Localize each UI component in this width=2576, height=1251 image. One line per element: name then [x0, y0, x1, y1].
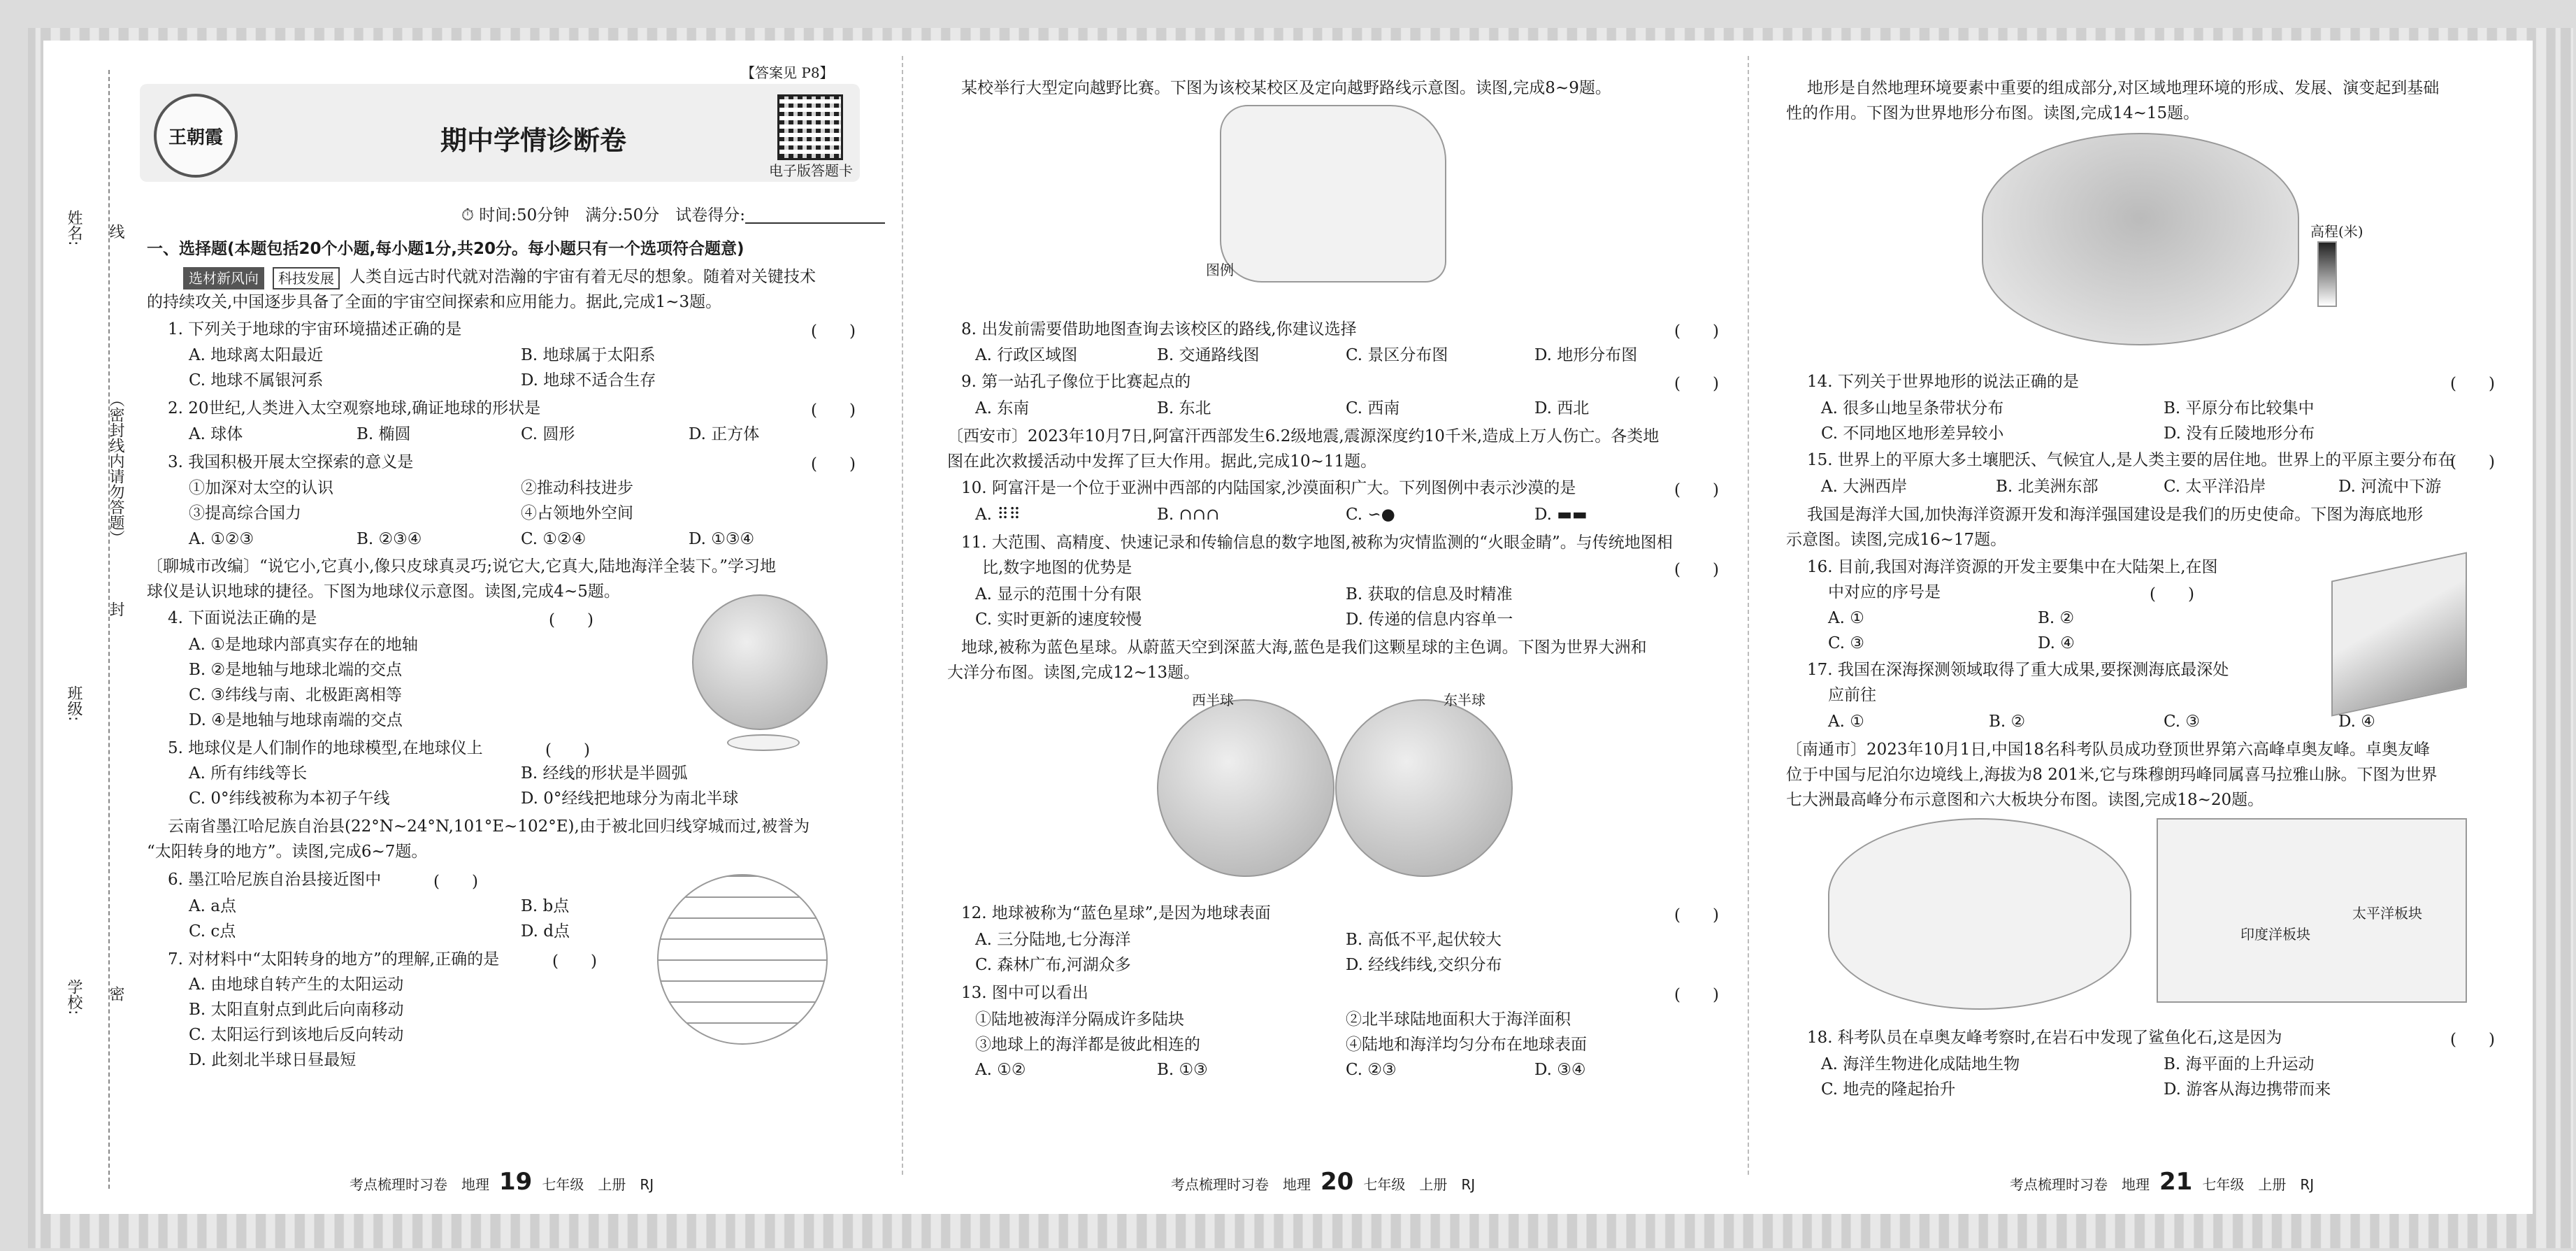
dotted-desert-icon: ⠿⠿ — [997, 506, 1021, 524]
page-divider-2 — [1748, 56, 1749, 1175]
q7-option-c[interactable]: C. 太阳运行到该地后反向转动 — [189, 1026, 404, 1044]
intro-line-2: 的持续攻关,中国逐步具备了全面的宇宙空间探索和应用能力。据此,完成1~3题。 — [147, 293, 722, 311]
q9-option-c[interactable]: C. 西南 — [1346, 399, 1400, 417]
q10-d-label: D. — [1534, 506, 1552, 524]
page-footer-20 — [1171, 1168, 1475, 1196]
exam-meta — [461, 204, 885, 227]
elevation-legend-title: 高程(米) — [2310, 223, 2363, 240]
question-17-line-1: 17. 我国在深海探测领域取得了重大成果,要探测海底最深处 — [1807, 661, 2229, 679]
question-2: 2. 20世纪,人类进入太空观察地球,确证地球的形状是 — [168, 399, 541, 417]
grass-symbol-icon: ∩∩∩ — [1179, 506, 1220, 524]
question-12: 12. 地球被称为“蓝色星球”,是因为地球表面 — [961, 904, 1271, 922]
q16-option-d[interactable]: D. ④ — [2038, 634, 2075, 652]
answer-reference: 【答案见 P8】 — [741, 64, 834, 81]
context-blue-planet-1: 地球,被称为蓝色星球。从蔚蓝天空到深蓝大海,蓝色是我们这颗星球的主色调。下图为世界大洲和 — [961, 638, 1647, 657]
river-symbol-icon: ∽● — [1367, 506, 1395, 524]
side-feng-char: 封 — [107, 601, 124, 617]
q10-a-label: A. — [975, 506, 992, 524]
q10-option-c[interactable] — [1346, 503, 1395, 526]
q14-option-a[interactable]: A. 很多山地呈条带状分布 — [1821, 399, 2004, 417]
q3-option-b[interactable]: B. ②③④ — [357, 530, 422, 548]
q16-option-a[interactable]: A. ① — [1828, 609, 1864, 627]
question-5: 5. 地球仪是人们制作的地球模型,在地球仪上 — [168, 739, 483, 757]
question-8: 8. 出发前需要借助地图查询去该校区的路线,你建议选择 — [961, 320, 1357, 338]
answer-box-11[interactable]: ( ) — [1674, 561, 1719, 579]
question-18: 18. 科考队员在卓奥友峰考察时,在岩石中发现了鲨鱼化石,这是因为 — [1807, 1029, 2282, 1047]
footer-tail: 七年级 上册 RJ — [2202, 1176, 2315, 1193]
q15-option-d[interactable]: D. 河流中下游 — [2338, 478, 2442, 496]
q18-option-a[interactable]: A. 海洋生物进化成陆地生物 — [1821, 1055, 2020, 1073]
q18-option-b[interactable]: B. 海平面的上升运动 — [2164, 1055, 2315, 1073]
q11-option-c[interactable]: C. 实时更新的速度较慢 — [975, 610, 1142, 629]
context-landform-1: 地形是自然地理环境要素中重要的组成部分,对区域地理环境的形成、发展、演变起到基础 — [1807, 79, 2440, 97]
context-campus: 某校举行大型定向越野比赛。下图为该校某校区及定向越野路线示意图。读图,完成8~9题。 — [961, 79, 1611, 97]
globe-model-figure — [692, 594, 828, 730]
question-1: 1. 下列关于地球的宇宙环境描述正确的是 — [168, 320, 462, 338]
context-globe-2: 球仪是认识地球的捷径。下图为地球仪示意图。读图,完成4~5题。 — [147, 582, 620, 601]
q8-option-b[interactable]: B. 交通路线图 — [1157, 346, 1260, 364]
seven-continents-peaks-map — [1828, 818, 2131, 1010]
answer-box-10[interactable]: ( ) — [1674, 481, 1719, 499]
q3-statement-2: ②推动科技进步 — [521, 479, 633, 497]
q4-option-a[interactable]: A. ①是地球内部真实存在的地轴 — [189, 636, 418, 654]
q11-option-b[interactable]: B. 获取的信息及时精准 — [1346, 585, 1513, 603]
question-10: 10. 阿富汗是一个位于亚洲中西部的内陆国家,沙漠面积广大。下列图例中表示沙漠的是 — [961, 479, 1576, 497]
brand-logo — [154, 94, 238, 178]
q6-option-b[interactable]: B. b点 — [521, 897, 570, 915]
context-landform-2: 性的作用。下图为世界地形分布图。读图,完成14~15题。 — [1786, 104, 2200, 122]
eastern-hemisphere-label: 东半球 — [1444, 692, 1485, 708]
context-ocean-1: 我国是海洋大国,加快海洋资源开发和海洋强国建设是我们的历史使命。下图为海底地形 — [1807, 506, 2424, 524]
q3-option-d[interactable]: D. ①③④ — [689, 530, 755, 548]
q5-option-c[interactable]: C. 0°纬线被称为本初子午线 — [189, 789, 390, 808]
answer-box-8[interactable]: ( ) — [1674, 322, 1719, 341]
q3-statement-3: ③提高综合国力 — [189, 504, 301, 522]
q7-option-d[interactable]: D. 此刻北半球日昼最短 — [189, 1051, 357, 1069]
q15-option-c[interactable]: C. 太平洋沿岸 — [2164, 478, 2266, 496]
context-afghan-1: 〔西安市〕2023年10月7日,阿富汗西部发生6.2级地震,震源深度约10千米,造成上万人伤亡。各类地 — [947, 427, 1660, 445]
question-15: 15. 世界上的平原大多土壤肥沃、气候宜人,是人类主要的居住地。世界上的平原主要分布在 — [1807, 451, 2454, 469]
seafloor-profile-diagram — [2331, 552, 2467, 716]
q12-option-b[interactable]: B. 高低不平,起伏较大 — [1346, 931, 1502, 949]
context-yunnan-1: 云南省墨江哈尼族自治县(22°N~24°N,101°E~102°E),由于被北回归线穿城而过,被誉为 — [168, 817, 810, 836]
answer-box-3[interactable]: ( ) — [811, 455, 856, 473]
question-11-line-2: 比,数字地图的优势是 — [982, 559, 1132, 577]
footer-tail: 七年级 上册 RJ — [542, 1176, 654, 1193]
question-17-line-2: 应前往 — [1828, 686, 1876, 704]
answer-box-1[interactable]: ( ) — [811, 322, 856, 341]
q18-option-d[interactable]: D. 游客从海边携带而来 — [2164, 1080, 2331, 1099]
elevation-legend-bar — [2317, 241, 2337, 307]
answer-box-12[interactable]: ( ) — [1674, 906, 1719, 924]
page-21 — [1779, 49, 2506, 1196]
q9-option-a[interactable]: A. 东南 — [975, 399, 1030, 417]
pacific-plate-label: 太平洋板块 — [2352, 905, 2422, 922]
q1-option-b[interactable]: B. 地球属于太阳系 — [521, 346, 656, 364]
page-20 — [940, 49, 1730, 1196]
qr-code-icon[interactable] — [779, 96, 841, 158]
q12-option-d[interactable]: D. 经线纬线,交织分布 — [1346, 956, 1502, 974]
question-6: 6. 墨江哈尼族自治县接近图中 — [168, 871, 382, 889]
question-11-line-1: 11. 大范围、高精度、快速记录和传输信息的数字地图,被称为灾情监测的“火眼金睛”。与传统地图相 — [961, 534, 1673, 552]
q10-option-a[interactable] — [975, 503, 1021, 526]
q2-option-b[interactable]: B. 椭圆 — [357, 425, 411, 443]
q10-c-label: C. — [1346, 506, 1363, 524]
western-hemisphere-map — [1157, 699, 1334, 877]
q13-statement-1: ①陆地被海洋分隔成许多陆块 — [975, 1010, 1184, 1029]
q1-option-c[interactable]: C. 地球不属银河系 — [189, 371, 324, 389]
q17-option-a[interactable]: A. ① — [1828, 713, 1864, 731]
intro-line-1: 人类自远古时代就对浩瀚的宇宙有着无尽的想象。随着对关键技术 — [350, 268, 816, 286]
q5-option-a[interactable]: A. 所有纬线等长 — [189, 764, 308, 782]
q7-option-a[interactable]: A. 由地球自转产生的太阳运动 — [189, 975, 404, 994]
question-14: 14. 下列关于世界地形的说法正确的是 — [1807, 373, 2079, 391]
q17-option-d[interactable]: D. ④ — [2338, 713, 2375, 731]
page-number: 20 — [1321, 1168, 1354, 1196]
q13-option-a[interactable]: A. ①② — [975, 1061, 1026, 1079]
q8-option-a[interactable]: A. 行政区域图 — [975, 346, 1078, 364]
q13-statement-3: ③地球上的海洋都是彼此相连的 — [975, 1036, 1200, 1054]
q14-option-d[interactable]: D. 没有丘陵地形分布 — [2164, 424, 2315, 443]
topic-tag-new: 选材新风向 — [183, 267, 264, 289]
indian-plate-label: 印度洋板块 — [2240, 926, 2310, 943]
globe-stand — [727, 734, 800, 751]
page-number: 19 — [499, 1168, 533, 1196]
latitude-grid-globe — [657, 874, 828, 1045]
side-name-label: 姓名: — [65, 210, 82, 246]
context-everest-2: 位于中国与尼泊尔边境线上,海拔为8 201米,它与珠穆朗玛峰同属喜马拉雅山脉。下图为世界 — [1786, 766, 2438, 784]
context-everest-1: 〔南通市〕2023年10月1日,中国18名科考队员成功登顶世界第六高峰卓奥友峰。卓奥友峰 — [1786, 741, 2431, 759]
q1-option-d[interactable]: D. 地球不适合生存 — [521, 371, 656, 389]
page-number: 21 — [2159, 1168, 2193, 1196]
q17-option-c[interactable]: C. ③ — [2164, 713, 2201, 731]
answer-box-15[interactable]: ( ) — [2450, 453, 2495, 471]
q7-option-b[interactable]: B. 太阳直射点到此后向南移动 — [189, 1001, 404, 1019]
q8-option-d[interactable]: D. 地形分布图 — [1534, 346, 1638, 364]
page-footer-19 — [350, 1168, 654, 1196]
q13-statement-4: ④陆地和海洋均匀分布在地球表面 — [1346, 1036, 1587, 1054]
question-4: 4. 下面说法正确的是 — [168, 609, 317, 627]
page-title: 期中学情诊断卷 — [440, 125, 627, 156]
q17-option-b[interactable]: B. ② — [1989, 713, 2026, 731]
question-3: 3. 我国积极开展太空探索的意义是 — [168, 453, 414, 471]
context-afghan-2: 图在此次救援活动中发挥了巨大作用。据此,完成10~11题。 — [947, 452, 1377, 471]
q4-option-b[interactable]: B. ②是地轴与地球北端的交点 — [189, 661, 403, 679]
q13-option-c[interactable]: C. ②③ — [1346, 1061, 1397, 1079]
answer-box-18[interactable]: ( ) — [2450, 1031, 2495, 1049]
question-16-line-2: 中对应的序号是 — [1828, 583, 1941, 601]
q3-option-c[interactable]: C. ①②④ — [521, 530, 587, 548]
footer-label: 考点梳理时习卷 地理 — [350, 1176, 489, 1193]
answer-box-5[interactable]: ( ) — [545, 741, 590, 759]
q12-option-c[interactable]: C. 森林广布,河湖众多 — [975, 956, 1131, 974]
answer-box-16[interactable]: ( ) — [2150, 585, 2194, 603]
q11-option-a[interactable]: A. 显示的范围十分有限 — [975, 585, 1142, 603]
western-hemisphere-label: 西半球 — [1192, 692, 1234, 708]
world-terrain-map — [1982, 133, 2299, 345]
q4-option-c[interactable]: C. ③纬线与南、北极距离相等 — [189, 686, 403, 704]
q9-option-b[interactable]: B. 东北 — [1157, 399, 1211, 417]
exam-meta-text: 时间:50分钟 满分:50分 试卷得分: — [479, 206, 746, 224]
footer-label: 考点梳理时习卷 地理 — [1171, 1176, 1311, 1193]
q16-option-c[interactable]: C. ③ — [1828, 634, 1865, 652]
q5-option-d[interactable]: D. 0°经线把地球分为南北半球 — [521, 789, 739, 808]
clock-icon: ⏱ — [461, 206, 474, 224]
q15-option-b[interactable]: B. 北美洲东部 — [1996, 478, 2099, 496]
side-seal-note: （密封线内请勿答题） — [107, 392, 124, 545]
context-ocean-2: 示意图。读图,完成16~17题。 — [1786, 531, 2007, 549]
q18-option-c[interactable]: C. 地壳的隆起抬升 — [1821, 1080, 1956, 1099]
q14-option-b[interactable]: B. 平原分布比较集中 — [2164, 399, 2315, 417]
question-9: 9. 第一站孔子像位于比赛起点的 — [961, 373, 1191, 391]
q12-option-a[interactable]: A. 三分陆地,七分海洋 — [975, 931, 1131, 949]
q10-option-b[interactable] — [1157, 503, 1219, 526]
page-19 — [140, 49, 860, 1196]
q4-option-d[interactable]: D. ④是地轴与地球南端的交点 — [189, 711, 403, 729]
q13-statement-2: ②北半球陆地面积大于海洋面积 — [1346, 1010, 1571, 1029]
context-yunnan-2: “太阳转身的地方”。读图,完成6~7题。 — [147, 843, 428, 861]
side-class-label: 班级: — [65, 685, 82, 722]
page-divider-1 — [902, 56, 903, 1175]
context-everest-3: 七大洲最高峰分布示意图和六大板块分布图。读图,完成18~20题。 — [1786, 791, 2264, 809]
answer-box-9[interactable]: ( ) — [1674, 375, 1719, 393]
answer-box-14[interactable]: ( ) — [2450, 375, 2495, 393]
q13-option-b[interactable]: B. ①③ — [1157, 1061, 1208, 1079]
section-heading: 一、选择题(本题包括20个小题,每小题1分,共20分。每小题只有一个选项符合题意) — [147, 240, 744, 258]
question-13: 13. 图中可以看出 — [961, 984, 1088, 1002]
q3-option-a[interactable]: A. ①②③ — [189, 530, 254, 548]
q10-option-d[interactable] — [1534, 503, 1588, 526]
q6-option-c[interactable]: C. c点 — [189, 922, 236, 941]
q3-statement-1: ①加深对太空的认识 — [189, 479, 333, 497]
map-legend-label: 图例 — [1206, 262, 1234, 278]
q3-statement-4: ④占领地外空间 — [521, 504, 633, 522]
qr-caption: 电子版答题卡 — [769, 162, 853, 179]
score-blank[interactable] — [745, 208, 885, 224]
q2-option-a[interactable]: A. 球体 — [189, 425, 243, 443]
topic-tag-tech: 科技发展 — [273, 267, 340, 289]
road-symbol-icon: ▬▬ — [1557, 506, 1588, 524]
q2-option-c[interactable]: C. 圆形 — [521, 425, 575, 443]
q10-b-label: B. — [1157, 506, 1174, 524]
answer-box-13[interactable]: ( ) — [1674, 986, 1719, 1004]
page-footer-21 — [2010, 1168, 2314, 1196]
answer-box-6[interactable]: ( ) — [433, 873, 478, 891]
answer-box-4[interactable]: ( ) — [549, 611, 593, 629]
q1-option-a[interactable]: A. 地球离太阳最近 — [189, 346, 324, 364]
answer-box-7[interactable]: ( ) — [552, 952, 597, 971]
q11-option-d[interactable]: D. 传递的信息内容单一 — [1346, 610, 1513, 629]
q8-option-c[interactable]: C. 景区分布图 — [1346, 346, 1448, 364]
footer-label: 考点梳理时习卷 地理 — [2010, 1176, 2150, 1193]
eastern-hemisphere-map — [1335, 699, 1513, 877]
q6-option-d[interactable]: D. d点 — [521, 922, 570, 941]
q14-option-c[interactable]: C. 不同地区地形差异较小 — [1821, 424, 2004, 443]
q9-option-d[interactable]: D. 西北 — [1534, 399, 1590, 417]
side-line-char: 线 — [107, 224, 124, 239]
exam-header — [140, 84, 860, 182]
q13-option-d[interactable]: D. ③④ — [1534, 1061, 1586, 1079]
side-school-label: 学校: — [65, 979, 82, 1015]
q16-option-b[interactable]: B. ② — [2038, 609, 2075, 627]
q15-option-a[interactable]: A. 大洲西岸 — [1821, 478, 1908, 496]
footer-tail: 七年级 上册 RJ — [1363, 1176, 1476, 1193]
campus-route-map — [1220, 105, 1446, 283]
logo-text: 王朝霞 — [168, 127, 223, 148]
question-16-line-1: 16. 目前,我国对海洋资源的开发主要集中在大陆架上,在图 — [1807, 558, 2218, 576]
question-7: 7. 对材料中“太阳转身的地方”的理解,正确的是 — [168, 950, 500, 968]
answer-box-2[interactable]: ( ) — [811, 401, 856, 420]
context-globe-1: 〔聊城市改编〕“说它小,它真小,像只皮球真灵巧;说它大,它真大,陆地海洋全装下。”学习地 — [147, 557, 777, 576]
side-mi-char: 密 — [107, 986, 124, 1001]
q2-option-d[interactable]: D. 正方体 — [689, 425, 760, 443]
q6-option-a[interactable]: A. a点 — [189, 897, 236, 915]
q5-option-b[interactable]: B. 经线的形状是半圆弧 — [521, 764, 688, 782]
context-blue-planet-2: 大洋分布图。读图,完成12~13题。 — [947, 664, 1200, 682]
